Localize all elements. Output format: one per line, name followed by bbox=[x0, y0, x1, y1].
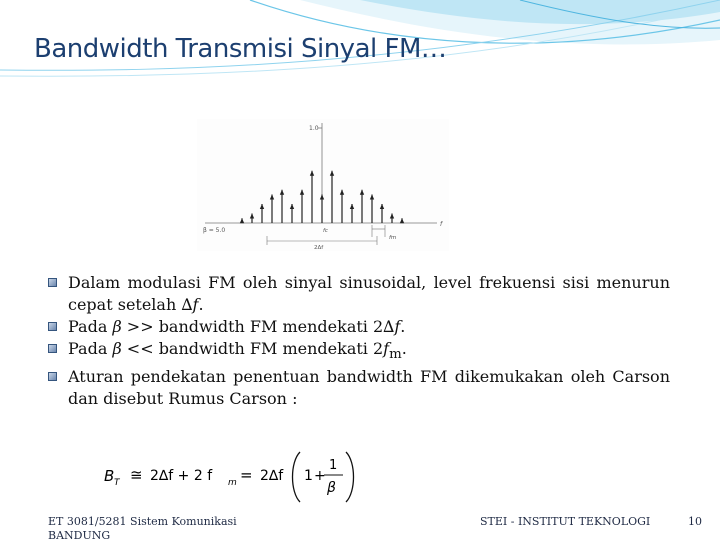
spectral-arrowhead bbox=[380, 204, 384, 209]
bullet-marker-icon bbox=[48, 278, 57, 287]
svg-text:=: = bbox=[240, 466, 253, 484]
spectral-arrowhead bbox=[250, 214, 254, 219]
bullet-item-3: Pada β << bandwidth FM mendekati $2f_m$. bbox=[48, 338, 670, 366]
spectral-arrowhead bbox=[320, 195, 324, 200]
slide-title: Bandwidth Transmisi Sinyal FM… bbox=[34, 34, 447, 64]
svg-text:1: 1 bbox=[329, 458, 338, 473]
spectral-arrowhead bbox=[310, 171, 314, 176]
spectral-arrowhead bbox=[290, 204, 294, 209]
spectral-arrowhead bbox=[350, 204, 354, 209]
svg-text:2∆f: 2∆f bbox=[260, 468, 284, 484]
x-axis-label: f bbox=[440, 221, 443, 228]
beta-label: β = 5.0 bbox=[203, 227, 226, 234]
spectral-arrowhead bbox=[390, 214, 394, 219]
page-number: 10 bbox=[688, 515, 702, 528]
bullet-item-2: Pada β >> bandwidth FM mendekati 2∆f. bbox=[48, 316, 670, 338]
bullet-marker-icon bbox=[48, 372, 57, 381]
svg-text:2∆f + 2 f: 2∆f + 2 f bbox=[150, 468, 213, 484]
fc-label: fc bbox=[323, 228, 328, 234]
bullet-list bbox=[48, 272, 670, 410]
spectral-arrowhead bbox=[400, 218, 404, 223]
bullet-item-4: Aturan pendekatan penentuan bandwidth FM dikemukakan oleh Carson dan disebut Rumus Carson : bbox=[48, 366, 670, 410]
svg-text:≅: ≅ bbox=[130, 466, 143, 484]
spectral-arrowhead bbox=[330, 171, 334, 176]
bullet-marker-icon bbox=[48, 322, 57, 331]
spectral-arrowhead bbox=[270, 195, 274, 200]
footer-institution: STEI - INSTITUT TEKNOLOGI bbox=[480, 515, 651, 528]
spectral-arrowhead bbox=[300, 190, 304, 195]
footer-course: ET 3081/5281 Sistem Komunikasi BANDUNG bbox=[48, 515, 237, 542]
span-label: 2Δf bbox=[314, 245, 324, 251]
svg-text:B: B bbox=[104, 467, 115, 485]
spectral-arrowhead bbox=[370, 195, 374, 200]
fm-spectrum-figure bbox=[197, 119, 449, 251]
spectral-arrowhead bbox=[340, 190, 344, 195]
spectral-arrowhead bbox=[280, 190, 284, 195]
svg-text:+: + bbox=[314, 468, 326, 484]
svg-text:T: T bbox=[114, 478, 120, 488]
spectral-arrowhead bbox=[240, 218, 244, 223]
carson-formula bbox=[100, 447, 360, 505]
fm-label: fm bbox=[389, 235, 397, 241]
bullet-item-1: Dalam modulasi FM oleh sinyal sinusoidal, level frekuensi sisi menurun cepat setelah ∆f. bbox=[48, 272, 670, 316]
spectral-arrowhead bbox=[360, 190, 364, 195]
spectral-arrowhead bbox=[260, 204, 264, 209]
y-tick-label: 1.0 bbox=[309, 125, 319, 132]
svg-text:1: 1 bbox=[304, 468, 313, 484]
svg-text:β: β bbox=[327, 480, 336, 496]
bullet-marker-icon bbox=[48, 344, 57, 353]
svg-text:m: m bbox=[228, 478, 237, 488]
